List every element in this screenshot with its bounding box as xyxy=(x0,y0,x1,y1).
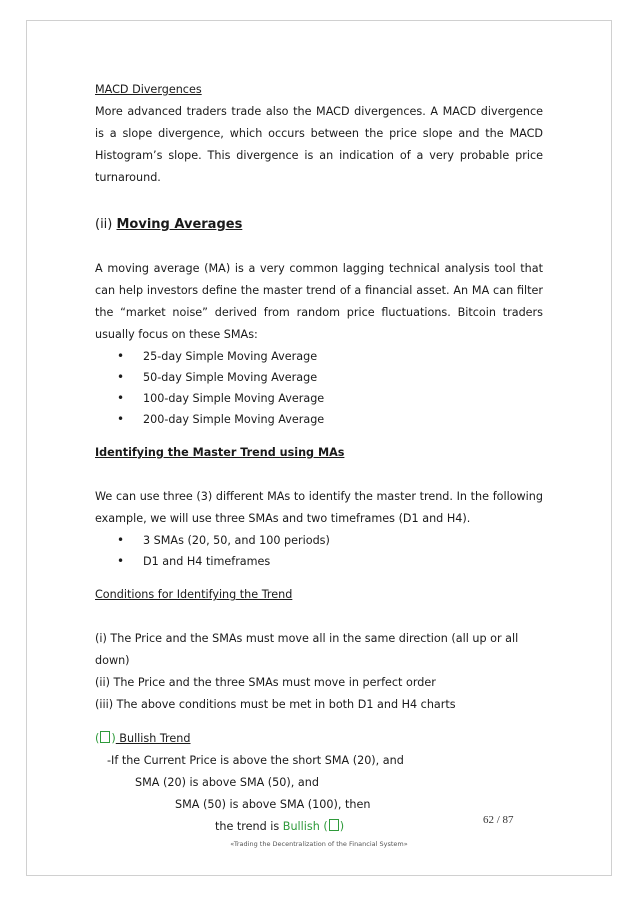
page-number: 62 / 87 xyxy=(483,814,514,826)
bullish-heading xyxy=(95,728,543,750)
macd-heading: MACD Divergences xyxy=(95,83,202,96)
bullet-icon: • xyxy=(117,349,125,363)
bullish-line-1: -If the Current Price is above the short SMA (20), and xyxy=(107,754,404,767)
sma-config-list xyxy=(95,530,543,572)
macd-paragraph: More advanced traders trade also the MACD divergences. A MACD divergence is a slope divergence, which occurs between the price slope and the MACD Histogram’s slope. This divergence is an indication of a very probable price turnaround. xyxy=(95,105,543,184)
placeholder-glyph-icon xyxy=(100,731,110,743)
section-number: (ii) xyxy=(95,217,117,232)
bullet-icon: • xyxy=(117,370,125,384)
list-item: • 200-day Simple Moving Average xyxy=(95,409,543,430)
document-body xyxy=(95,79,543,838)
list-item: • 25-day Simple Moving Average xyxy=(95,346,543,367)
condition-item: (ii) The Price and the three SMAs must move in perfect order xyxy=(95,676,436,689)
moving-averages-paragraph: A moving average (MA) is a very common lagging technical analysis tool that can help investors define the master trend of a financial asset. An MA can filter the “market noise” derived from random price fluctuations. Bitcoin traders usually focus on these SMAs: xyxy=(95,262,543,341)
list-item: • 100-day Simple Moving Average xyxy=(95,388,543,409)
placeholder-glyph-icon xyxy=(329,819,339,831)
condition-item: (iii) The above conditions must be met in both D1 and H4 charts xyxy=(95,698,456,711)
list-item: • 50-day Simple Moving Average xyxy=(95,367,543,388)
master-trend-heading: Identifying the Master Trend using MAs xyxy=(95,446,345,459)
moving-averages-title xyxy=(95,214,543,236)
bullet-icon: • xyxy=(117,412,125,426)
bullish-line-2: SMA (20) is above SMA (50), and xyxy=(135,776,319,789)
bullet-icon: • xyxy=(117,533,125,547)
bullish-line-3: SMA (50) is above SMA (100), then xyxy=(175,798,371,811)
bullish-marker: ( ) xyxy=(95,732,116,745)
page-footer: «Trading the Decentralization of the Financial System» xyxy=(230,840,408,848)
condition-item: (i) The Price and the SMAs must move all in the same direction (all up or all down) xyxy=(95,632,519,667)
master-trend-paragraph: We can use three (3) different MAs to identify the master trend. In the following example, we will use three SMAs and two timeframes (D1 and H4). xyxy=(95,490,543,525)
bullish-line-4: the trend is Bullish ( ) xyxy=(215,820,345,833)
sma-list xyxy=(95,346,543,430)
list-item: • D1 and H4 timeframes xyxy=(95,551,543,572)
bullish-word: Bullish ( ) xyxy=(282,820,345,833)
list-item: • 3 SMAs (20, 50, and 100 periods) xyxy=(95,530,543,551)
section-title-text: Moving Averages xyxy=(116,217,243,232)
bullet-icon: • xyxy=(117,554,125,568)
bullet-icon: • xyxy=(117,391,125,405)
conditions-heading: Conditions for Identifying the Trend xyxy=(95,588,293,601)
bullish-heading-text: Bullish Trend xyxy=(115,732,191,745)
